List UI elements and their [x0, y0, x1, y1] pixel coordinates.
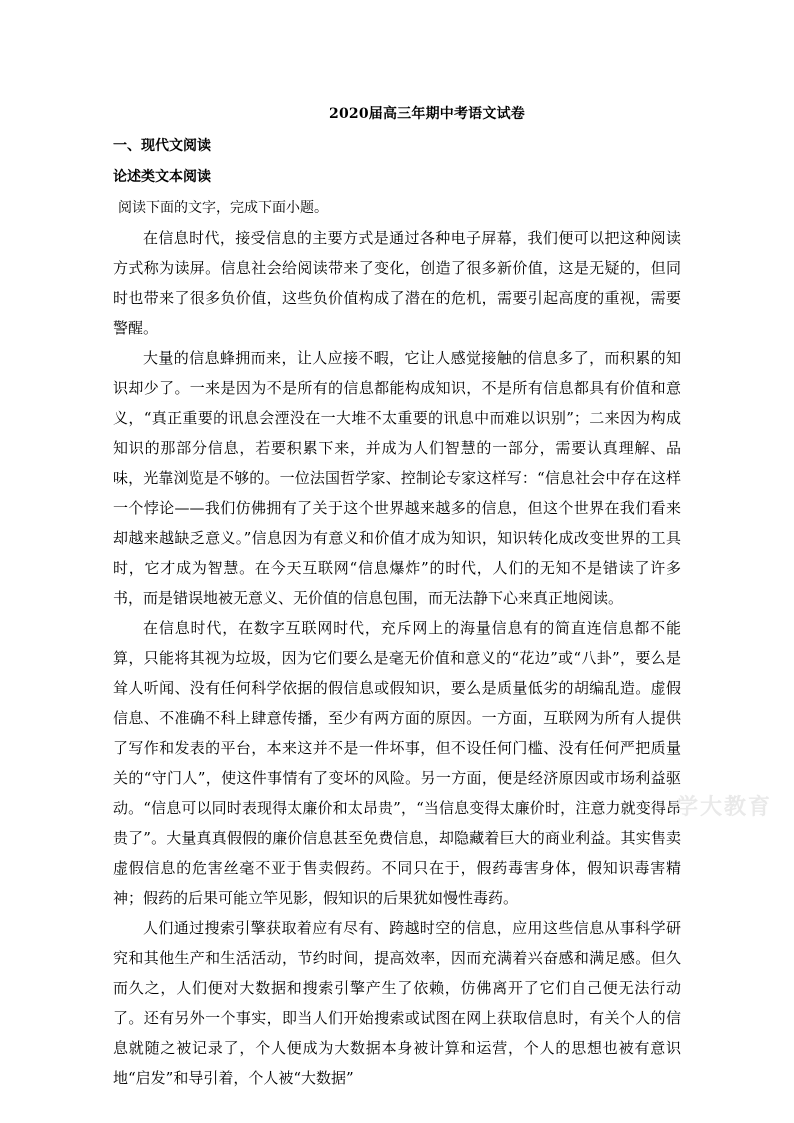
paragraph-2: 大量的信息蜂拥而来，让人应接不暇，它让人感觉接触的信息多了，而积累的知识却少了。一来是因为不是所有的信息都能构成知识，不是所有信息都具有价值和意义，“真正重要的讯息会湮没在一大堆不太重要的讯息中而难以识别”；二来因为构成知识的那部分信息，若要积累下来，并成为人们智慧的一部分，需要认真理解、品味，光靠浏览是不够的。一位法国哲学家、控制论专家这样写：“信息社会中存在这样一个悖论——我们仿佛拥有了关于这个世界越来越多的信息，但这个世界在我们看来却越来越缺乏意义。”信息因为有意义和价值才成为知识，知识转化成改变世界的工具时，它才成为智慧。在今天互联网“信息爆炸”的时代，人们的无知不是错读了许多书，而是错误地被无意义、无价值的信息包围，而无法静下心来真正地阅读。: [113, 349, 681, 607]
section-heading: 一、现代文阅读: [113, 138, 211, 154]
watermark: 学大教育: [676, 795, 773, 820]
paragraph-4: 人们通过搜索引擎获取着应有尽有、跨越时空的信息，应用这些信息从事科学研究和其他生产和生活活动，节约时间，提高效率，因而充满着兴奋感和满足感。但久而久之，人们便对大数据和搜索引擎产生了依赖，仿佛离开了它们自己便无法行动了。还有另外一个事实，即当人们开始搜索或试图在网上获取信息时，有关个人的信息就随之被记录了，个人便成为大数据本身被计算和运营，个人的思想也被有意识地“启发”和导引着，个人被“大数据”: [113, 919, 681, 1087]
reading-instruction: 阅读下面的文字，完成下面小题。: [118, 200, 328, 216]
passage-body: [113, 223, 681, 1093]
paragraph-1: 在信息时代，接受信息的主要方式是通过各种电子屏幕，我们便可以把这种阅读方式称为读屏。信息社会给阅读带来了变化，创造了很多新价值，这是无疑的，但同时也带来了很多负价值，这些负价值构成了潜在的危机，需要引起高度的重视，需要警醒。: [113, 229, 681, 337]
subsection-heading: 论述类文本阅读: [113, 169, 211, 185]
document-title: 2020届高三年期中考语文试卷: [329, 106, 525, 122]
paragraph-3: 在信息时代，在数字互联网时代，充斥网上的海量信息有的简直连信息都不能算，只能将其视为垃圾，因为它们要么是毫无价值和意义的“花边”或“八卦”，要么是耸人听闻、没有任何科学依据的假信息或假知识，要么是质量低劣的胡编乱造。虚假信息、不准确不科上肆意传播，至少有两方面的原因。一方面，互联网为所有人提供了写作和发表的平台，本来这并不是一件坏事，但不设任何门槛、没有任何严把质量关的“守门人”，使这件事情有了变坏的风险。另一方面，便是经济原因或市场利益驱动。“信息可以同时表现得太廉价和太昂贵”，“当信息变得太廉价时，注意力就变得昂贵了”。大量真真假假的廉价信息甚至免费信息，却隐藏着巨大的商业利益。其实售卖虚假信息的危害丝毫不亚于售卖假药。不同只在于，假药毒害身体，假知识毒害精神；假药的后果可能立竿见影，假知识的后果犹如慢性毒药。: [113, 619, 681, 907]
